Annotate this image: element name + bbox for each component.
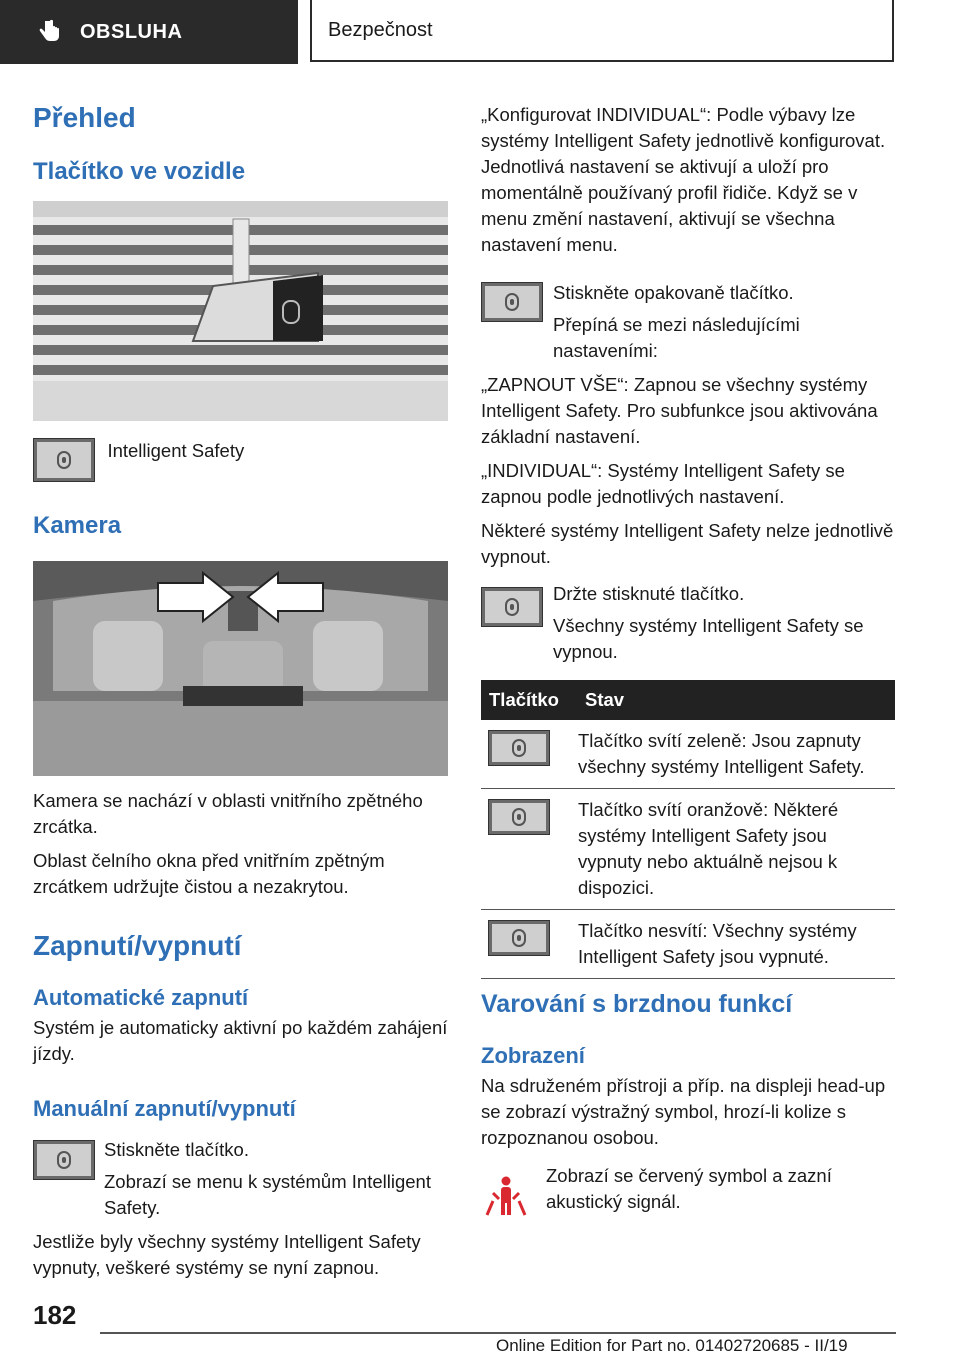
individual-paragraph: „Konfigurovat INDIVIDUAL“: Podle výbavy lze systémy Intelligent Safety jednotlivě konfigurovat. Jednotlivá nastavení se aktivují a uloží pro momentálně používaný profil řidiče. Když se v menu změní nastavení, aktivují se všechna nastavení menu. [481, 104, 886, 255]
table-row [481, 789, 895, 910]
button-caption: Intelligent Safety [107, 440, 245, 461]
intelligent-safety-button-icon [488, 799, 550, 835]
page-title: Přehled [33, 102, 136, 133]
intelligent-safety-button-icon [33, 1140, 95, 1180]
auto-section [33, 985, 448, 1067]
manual-steps [33, 1137, 448, 1281]
camera-text [33, 788, 448, 900]
all-on-paragraph: „ZAPNOUT VŠE“: Zapnou se všechny systémy Intelligent Safety. Pro subfunkce jsou aktivována základní nastavení. [481, 374, 878, 447]
warning-heading: Varování s brzdnou funkcí [481, 990, 793, 1018]
vehicle-button-illustration [33, 201, 448, 421]
intelligent-safety-button-icon [488, 920, 550, 956]
collision-warning-icon [481, 1171, 531, 1221]
display-heading: Zobrazení [481, 1043, 585, 1068]
table-cell-status: Tlačítko svítí oranžově: Některé systémy Intelligent Safety jsou vypnuty nebo aktuálně nejsou k dispozici. [578, 799, 839, 898]
table-header-status: Stav [585, 689, 625, 710]
manual-section [33, 1096, 448, 1122]
section-tab [0, 0, 298, 64]
display-section [481, 1043, 896, 1151]
button-status-table [481, 680, 895, 979]
auto-heading: Automatické zapnutí [33, 985, 249, 1010]
manual-heading: Manuální zapnutí/vypnutí [33, 1096, 296, 1121]
button-caption-row [33, 438, 448, 482]
intelligent-safety-button-icon [481, 587, 543, 627]
table-cell-status: Tlačítko nesvítí: Všechny systémy Intelligent Safety jsou vypnuté. [578, 920, 857, 967]
camera-illustration [33, 561, 448, 776]
hold-block [481, 581, 896, 665]
press-repeat-step: Stiskněte opakovaně tlačítko. [553, 282, 794, 303]
camera-paragraph-1: Kamera se nachází v oblasti vnitřního zpětného zrcátka. [33, 790, 423, 837]
table-row [481, 720, 895, 789]
button-heading: Tlačítko ve vozidle [33, 158, 246, 185]
chapter-tab-label: Bezpečnost [328, 18, 433, 41]
display-paragraph: Na sdruženém přístroji a příp. na displeji head-up se zobrazí výstražný symbol, hrozí-li kolize s rozpoznanou osobou. [481, 1075, 886, 1148]
chapter-tab [310, 0, 894, 62]
camera-heading: Kamera [33, 512, 122, 539]
some-paragraph: Některé systémy Intelligent Safety nelze jednotlivě vypnout. [481, 520, 894, 567]
manual-step-1: Stiskněte tlačítko. [104, 1139, 249, 1160]
sub-heading-button [33, 158, 448, 186]
footer-divider [100, 1332, 896, 1334]
table-cell-status: Tlačítko svítí zeleně: Jsou zapnuty všechny systémy Intelligent Safety. [578, 730, 865, 777]
manual-paragraph: Jestliže byly všechny systémy Intelligent Safety vypnuty, veškeré systémy se nyní zapnou. [33, 1231, 421, 1278]
hold-step: Držte stisknuté tlačítko. [553, 583, 745, 604]
intelligent-safety-button-icon [481, 282, 543, 322]
page-number: 182 [33, 1300, 77, 1330]
individual2-paragraph: „INDIVIDUAL“: Systémy Intelligent Safety se zapnou podle jednotlivých nastavení. [481, 460, 845, 507]
warning-heading-wrap [481, 990, 896, 1019]
toggle-paragraph: Přepíná se mezi následujícími nastaveními: [553, 314, 800, 361]
hand-icon [38, 19, 62, 45]
left-column [33, 102, 448, 134]
intelligent-safety-button-icon [488, 730, 550, 766]
red-symbol-text: Zobrazí se červený symbol a zazní akustický signál. [546, 1165, 832, 1212]
intelligent-safety-button-icon [33, 438, 95, 482]
manual-step-2: Zobrazí se menu k systémům Intelligent Safety. [104, 1171, 431, 1218]
on-off-heading: Zapnutí/vypnutí [33, 930, 242, 961]
right-column [481, 102, 896, 258]
page-header [0, 0, 960, 66]
edition-text: Online Edition for Part no. 01402720685 - II/19 [496, 1336, 848, 1355]
hold-result: Všechny systémy Intelligent Safety se vypnou. [553, 615, 864, 662]
auto-paragraph: Systém je automaticky aktivní po každém zahájení jízdy. [33, 1017, 448, 1064]
on-off-heading-wrap [33, 930, 448, 962]
table-header [481, 680, 895, 720]
camera-heading-wrap [33, 512, 448, 540]
red-symbol-block [481, 1163, 896, 1215]
press-repeat-block [481, 280, 896, 570]
table-row [481, 910, 895, 979]
section-tab-label: OBSLUHA [80, 20, 183, 43]
camera-paragraph-2: Oblast čelního okna před vnitřním zpětným zrcátkem udržujte čistou a nezakrytou. [33, 850, 385, 897]
table-header-button: Tlačítko [489, 689, 559, 710]
